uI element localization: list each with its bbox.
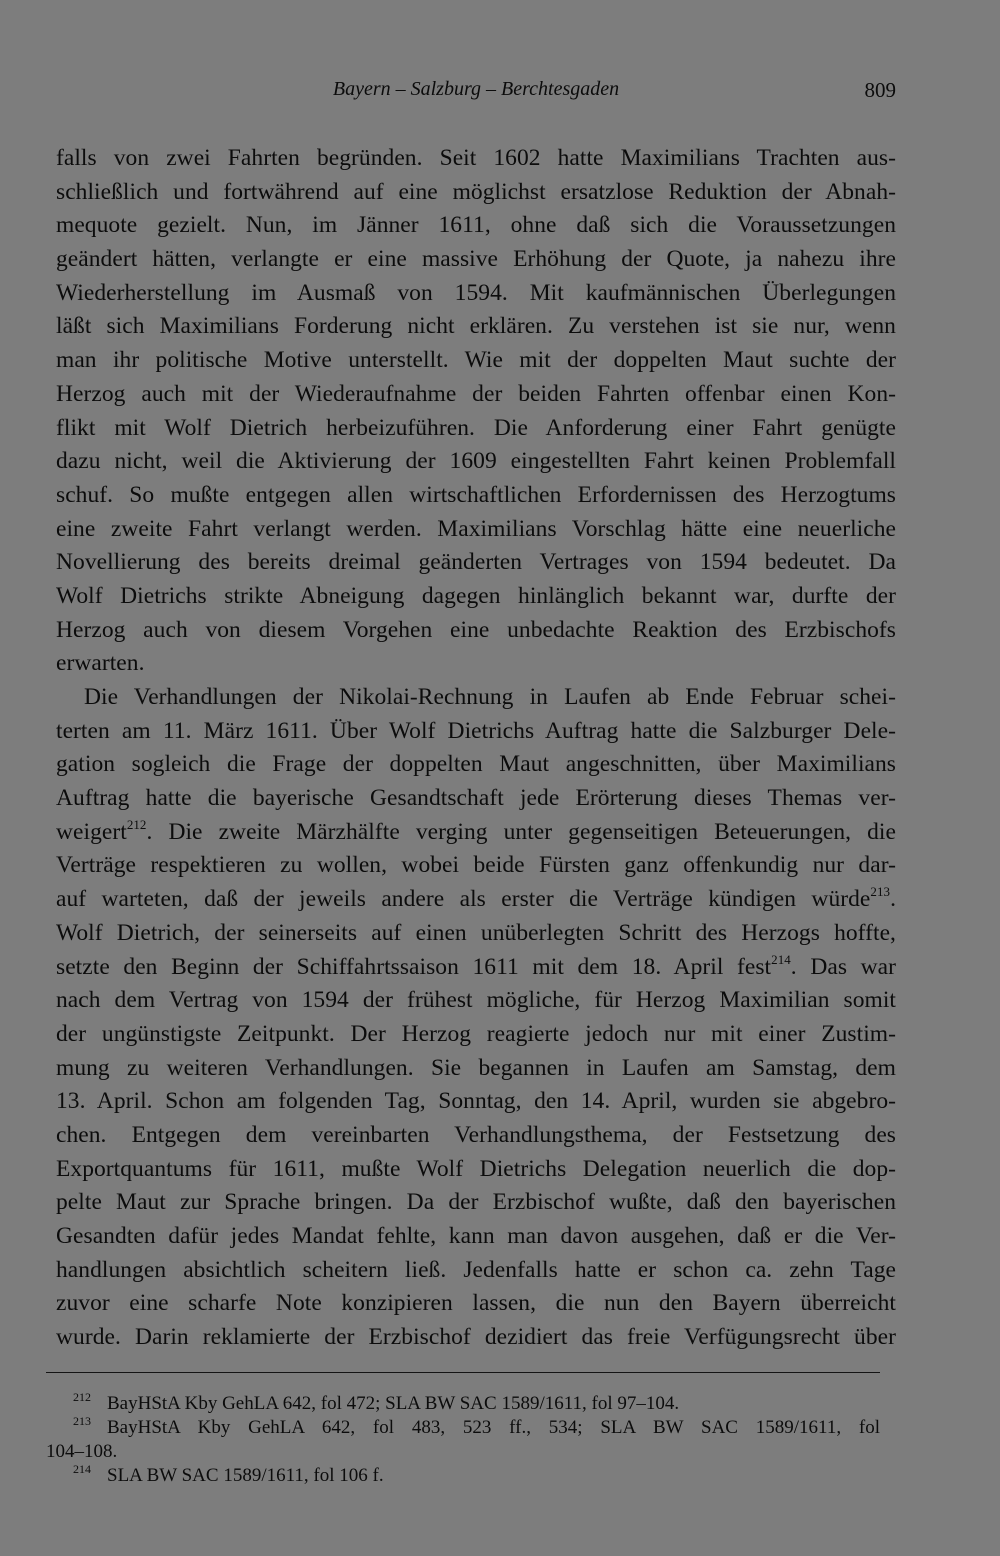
text-line: der ungünstigste Zeitpunkt. Der Herzog reagierte jedoch nur mit einer Zustim-	[56, 1020, 896, 1047]
text-line: Gesandten dafür jedes Mandat fehlte, kann man davon ausgehen, daß er die Ver-	[56, 1223, 896, 1249]
running-title: Bayern – Salzburg – Berchtesgaden	[332, 78, 620, 100]
text-line: Herzog auch von diesem Vorgehen eine unbedachte Reaktion des Erzbischofs	[56, 616, 896, 643]
text-line: gation sogleich die Frage der doppelten Maut angeschnitten, über Maximilians	[56, 751, 896, 778]
text-segment: auf warteten, daß der jeweils andere als erster die Verträge kündigen würde	[56, 886, 871, 913]
text-line: Exportquantums für 1611, mußte Wolf Dietrichs Delegation neuerlich die dop-	[56, 1155, 896, 1182]
text-segment: .	[890, 886, 896, 913]
text-line: Verträge respektieren zu wollen, wobei beide Fürsten ganz offenkundig nur dar-	[56, 852, 896, 879]
text-line: handlungen absichtlich scheitern ließ. Jedenfalls hatte er schon ca. zehn Tage	[56, 1256, 896, 1283]
footnote-213	[46, 1416, 880, 1440]
text-line: erwarten.	[56, 650, 145, 677]
footnote-text: BayHStA Kby GehLA 642, fol 472; SLA BW SAC 1589/1611, fol 97–104.	[107, 1393, 680, 1414]
text-line: Auftrag hatte die bayerische Gesandtschaft jede Erörterung dieses Themas ver-	[56, 785, 896, 812]
footnote-number: 214	[73, 1462, 91, 1476]
footnote-ref-213[interactable]: 213	[870, 884, 891, 900]
footnote-number: 213	[73, 1414, 91, 1428]
footnote-ref-212[interactable]: 212	[126, 816, 147, 832]
text-line: schließlich und fortwährend auf eine möglichst ersatzlose Reduktion der Abnah-	[56, 178, 896, 205]
text-line	[56, 951, 896, 985]
text-line: geändert hätten, verlangte er eine massive Erhöhung der Quote, ja nahezu ihre	[56, 246, 896, 273]
body-text	[56, 142, 896, 1355]
text-line: Die Verhandlungen der Nikolai-Rechnung in Laufen ab Ende Februar schei-	[84, 684, 896, 710]
text-line: dazu nicht, weil die Aktivierung der 1609 eingestellten Fahrt keinen Problemfall	[56, 448, 896, 475]
text-line: flikt mit Wolf Dietrich herbeizuführen. Die Anforderung einer Fahrt genügte	[56, 414, 896, 441]
text-line: 13. April. Schon am folgenden Tag, Sonntag, den 14. April, wurden sie abgebro-	[56, 1088, 896, 1115]
text-line: pelte Maut zur Sprache bringen. Da der Erzbischof wußte, daß den bayerischen	[56, 1189, 896, 1216]
page-number: 809	[864, 78, 896, 102]
text-line: mung zu weiteren Verhandlungen. Sie begannen in Laufen am Samstag, dem	[56, 1054, 896, 1081]
page-header	[56, 78, 896, 108]
text-line: falls von zwei Fahrten begründen. Seit 1602 hatte Maximilians Trachten aus-	[56, 145, 896, 171]
text-line: Herzog auch mit der Wiederaufnahme der beiden Fahrten offenbar einen Kon-	[56, 380, 896, 407]
text-line: Wolf Dietrichs strikte Abneigung dagegen hinlänglich bekannt war, durfte der	[56, 582, 896, 609]
text-line: läßt sich Maximilians Forderung nicht erklären. Zu verstehen ist sie nur, wenn	[56, 313, 896, 340]
text-line: man ihr politische Motive unterstellt. Wie mit der doppelten Maut suchte der	[56, 347, 896, 374]
footnote-number: 212	[73, 1390, 91, 1404]
text-line	[56, 883, 896, 917]
footnote-text: BayHStA Kby GehLA 642, fol 483, 523 ff., 534; SLA BW SAC 1589/1611, fol	[107, 1417, 880, 1438]
text-line: chen. Entgegen dem vereinbarten Verhandlungsthema, der Festsetzung des	[56, 1121, 896, 1148]
text-segment: setzte den Beginn der Schiffahrtssaison 1611 mit dem 18. April fest	[56, 953, 772, 980]
text-line: schuf. So mußte entgegen allen wirtschaftlichen Erfordernissen des Herzogtums	[56, 481, 896, 508]
text-line: Wiederherstellung im Ausmaß von 1594. Mit kaufmännischen Überlegungen	[56, 279, 896, 306]
text-line: zuvor eine scharfe Note konzipieren lassen, die nun den Bayern überreicht	[56, 1290, 896, 1317]
text-line: mequote gezielt. Nun, im Jänner 1611, ohne daß sich die Voraussetzungen	[56, 212, 896, 239]
text-line: wurde. Darin reklamierte der Erzbischof dezidiert das freie Verfügungsrecht über	[56, 1324, 896, 1351]
footnote-214	[46, 1464, 880, 1488]
footnote-ref-214[interactable]: 214	[771, 951, 791, 967]
text-line: nach dem Vertrag von 1594 der frühest mögliche, für Herzog Maximilian somit	[56, 987, 896, 1014]
text-segment: . Die zweite Märzhälfte verging unter gegenseitigen Beteuerungen, die	[146, 818, 896, 845]
footnotes	[46, 1392, 880, 1488]
text-line: Wolf Dietrich, der seinerseits auf einen unüberlegten Schritt des Herzogs hoffte,	[56, 919, 896, 946]
text-line: terten am 11. März 1611. Über Wolf Dietrichs Auftrag hatte die Salzburger Dele-	[56, 717, 896, 744]
text-segment: weigert	[56, 818, 127, 845]
text-line: Novellierung des bereits dreimal geänderten Vertrages von 1594 bedeutet. Da	[56, 549, 896, 576]
text-segment: . Das war	[790, 953, 896, 980]
footnote-text: SLA BW SAC 1589/1611, fol 106 f.	[107, 1465, 384, 1486]
footnote-212	[46, 1392, 880, 1416]
text-line: eine zweite Fahrt verlangt werden. Maximilians Vorschlag hätte eine neuerliche	[56, 515, 896, 542]
footnote-213-continued: 104–108.	[46, 1441, 118, 1462]
text-line	[56, 816, 896, 850]
footnote-divider	[46, 1372, 880, 1373]
